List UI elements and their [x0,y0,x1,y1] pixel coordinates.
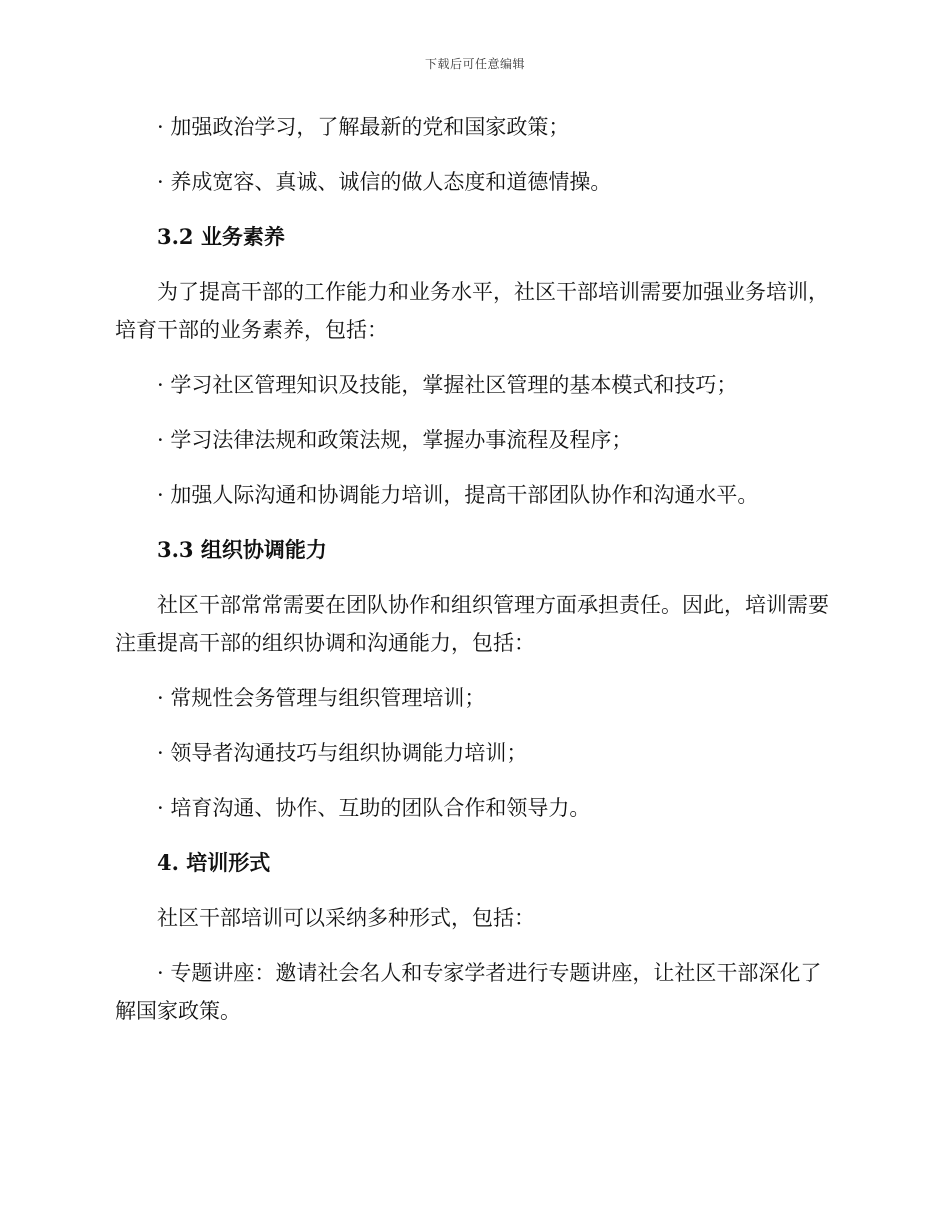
paragraph: 为了提高干部的工作能力和业务水平，社区干部培训需要加强业务培训，培育干部的业务素养，包括： [115,280,829,342]
section-heading: 3.3 组织协调能力 [157,537,327,562]
paragraph: · 专题讲座：邀请社会名人和专家学者进行专题讲座，让社区干部深化了解国家政策。 [115,961,822,1023]
bullet-item: · 培育沟通、协作、互助的团队合作和领导力。 [157,796,591,820]
page-header: 下载后可任意编辑 [424,57,525,71]
bullet-item: · 加强人际沟通和协调能力培训，提高干部团队协作和沟通水平。 [157,483,759,507]
section-heading: 3.2 业务素养 [157,224,285,249]
paragraph: 社区干部培训可以采纳多种形式，包括： [157,906,535,930]
bullet-item: · 学习社区管理知识及技能，掌握社区管理的基本模式和技巧； [157,373,738,397]
bullet-item: · 常规性会务管理与组织管理培训； [157,686,486,710]
paragraph: 社区干部常常需要在团队协作和组织管理方面承担责任。因此，培训需要注重提高干部的组织协调和沟通能力，包括： [115,593,829,655]
bullet-item: · 加强政治学习，了解最新的党和国家政策； [157,115,570,139]
bullet-item: · 领导者沟通技巧与组织协调能力培训； [157,741,528,765]
bullet-item: · 养成宽容、真诚、诚信的做人态度和道德情操。 [157,170,612,194]
document-body [115,108,835,1047]
section-heading: 4. 培训形式 [157,850,271,875]
bullet-item: · 学习法律法规和政策法规，掌握办事流程及程序； [157,428,633,452]
